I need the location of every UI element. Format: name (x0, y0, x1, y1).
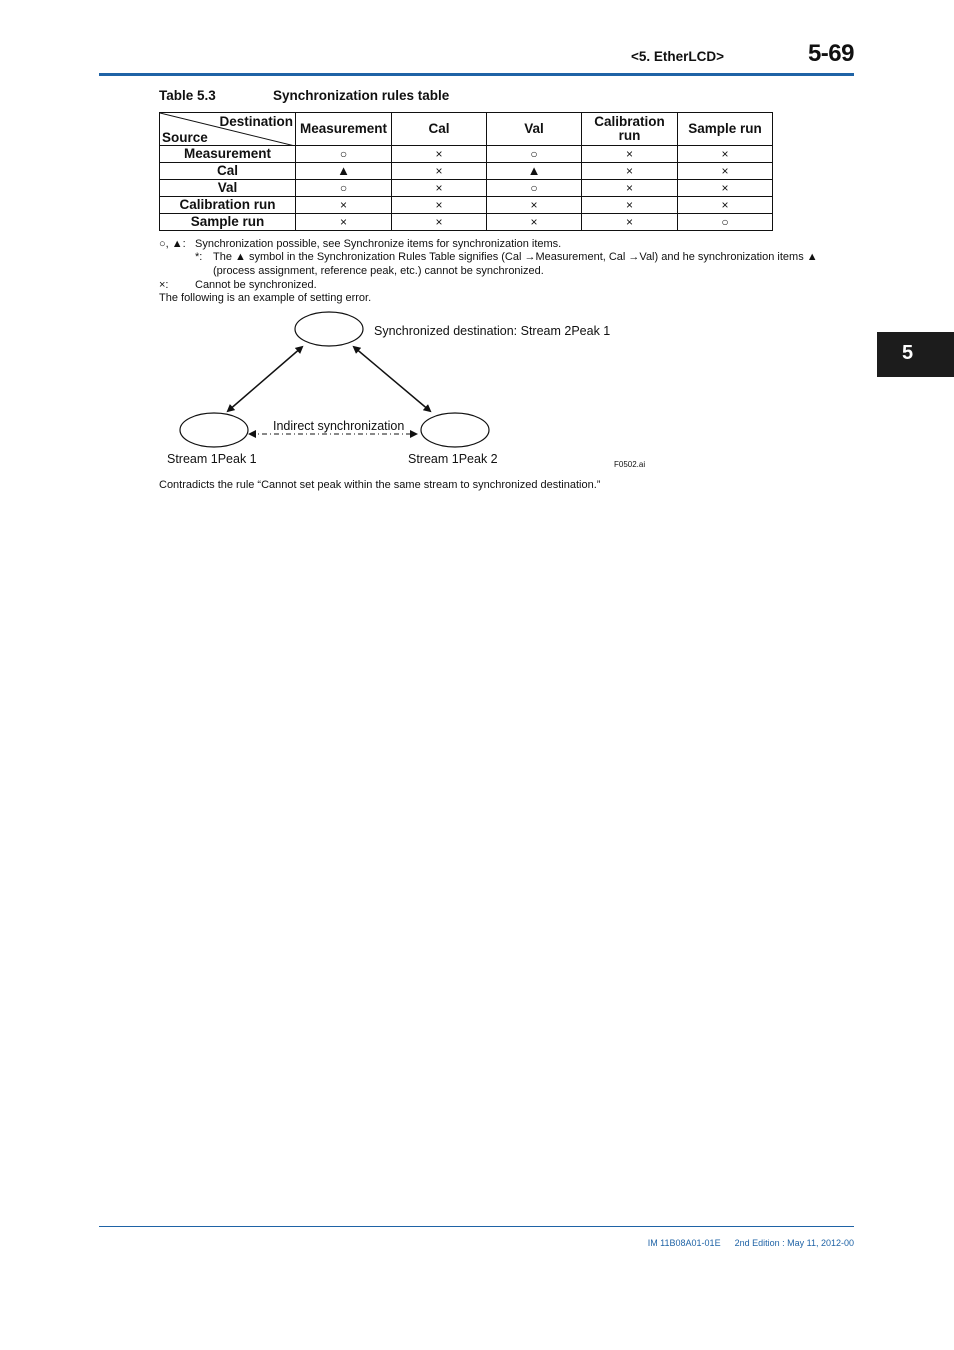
column-header: Calibration run (582, 113, 678, 146)
table-row (160, 180, 773, 197)
corner-source-label: Source (162, 129, 208, 145)
column-header: Val (487, 113, 582, 146)
chapter-tab (877, 332, 954, 377)
figure-id: F0502.ai (614, 460, 646, 469)
table-cell: × (678, 146, 773, 163)
table-title: Synchronization rules table (273, 88, 450, 103)
table-cell: × (582, 146, 678, 163)
table-cell: × (582, 180, 678, 197)
table-header-row (160, 113, 773, 146)
header-divider (99, 73, 854, 76)
note-possible-marker: ○, ▲: (159, 238, 186, 250)
chapter-tab-label: 5 (902, 342, 914, 364)
table-cell: × (392, 163, 487, 180)
table-cell: × (392, 180, 487, 197)
table-cell: × (296, 214, 392, 231)
row-header: Cal (160, 163, 296, 180)
synchronization-rules-table (159, 112, 773, 231)
section-header: <5. EtherLCD> (631, 49, 725, 64)
table-cell: ▲ (296, 163, 392, 180)
table-row (160, 146, 773, 163)
top-node-label: Synchronized destination: Stream 2Peak 1 (374, 324, 611, 338)
sync-arrow-left (228, 347, 302, 411)
footer (648, 1238, 854, 1248)
table-cell: × (582, 163, 678, 180)
column-header: Measurement (296, 113, 392, 146)
corner-destination-label: Destination (219, 114, 293, 129)
left-node-label: Stream 1Peak 1 (167, 452, 257, 466)
table-row (160, 214, 773, 231)
table-cell: × (582, 214, 678, 231)
sync-arrow-right (354, 347, 430, 411)
table-cell: × (678, 163, 773, 180)
row-header: Calibration run (160, 197, 296, 214)
table-corner-cell (160, 113, 296, 146)
table-cell: × (678, 180, 773, 197)
table-cell: × (392, 197, 487, 214)
row-header: Val (160, 180, 296, 197)
footer-doc-id: IM 11B08A01-01E (647, 1238, 721, 1248)
footer-edition: 2nd Edition : May 11, 2012-00 (734, 1238, 854, 1248)
table-cell: × (296, 197, 392, 214)
table-cell: ○ (678, 214, 773, 231)
note-cross-text: Cannot be synchronized. (195, 279, 317, 291)
synchronization-diagram (160, 305, 660, 475)
note-star-marker: *: (195, 251, 203, 263)
table-row (160, 163, 773, 180)
table-cell: ▲ (487, 163, 582, 180)
table-row (160, 197, 773, 214)
note-possible-text: Synchronization possible, see Synchronize items for synchronization items. (195, 238, 562, 250)
column-header: Sample run (678, 113, 773, 146)
row-header: Measurement (160, 146, 296, 163)
note-star-text-2: (process assignment, reference peak, etc.) cannot be synchronized. (213, 265, 544, 277)
table-number: Table 5.3 (159, 88, 216, 103)
table-cell: × (392, 146, 487, 163)
row-header: Sample run (160, 214, 296, 231)
table-cell: ○ (296, 146, 392, 163)
right-node-label: Stream 1Peak 2 (408, 452, 498, 466)
right-peak-node (421, 413, 489, 447)
table-cell: × (487, 214, 582, 231)
table-cell: × (392, 214, 487, 231)
page-number: 5-69 (807, 40, 854, 67)
table-cell: ○ (296, 180, 392, 197)
example-intro: The following is an example of setting error. (159, 292, 372, 304)
column-header: Cal (392, 113, 487, 146)
table-cell: × (582, 197, 678, 214)
footer-divider (99, 1226, 854, 1227)
note-star-text-1: The ▲ symbol in the Synchronization Rules Table signifies (Cal →Measurement, Cal →Val) and he synchronization items ▲ (213, 251, 818, 263)
top-peak-node (295, 312, 363, 346)
left-peak-node (180, 413, 248, 447)
table-cell: ○ (487, 180, 582, 197)
table-cell: ○ (487, 146, 582, 163)
table-cell: × (678, 197, 773, 214)
table-cell: × (487, 197, 582, 214)
figure-caption: Contradicts the rule “Cannot set peak within the same stream to synchronized destination.” (159, 479, 601, 491)
note-cross-marker: ×: (159, 279, 169, 291)
indirect-sync-label: Indirect synchronization (273, 419, 405, 433)
